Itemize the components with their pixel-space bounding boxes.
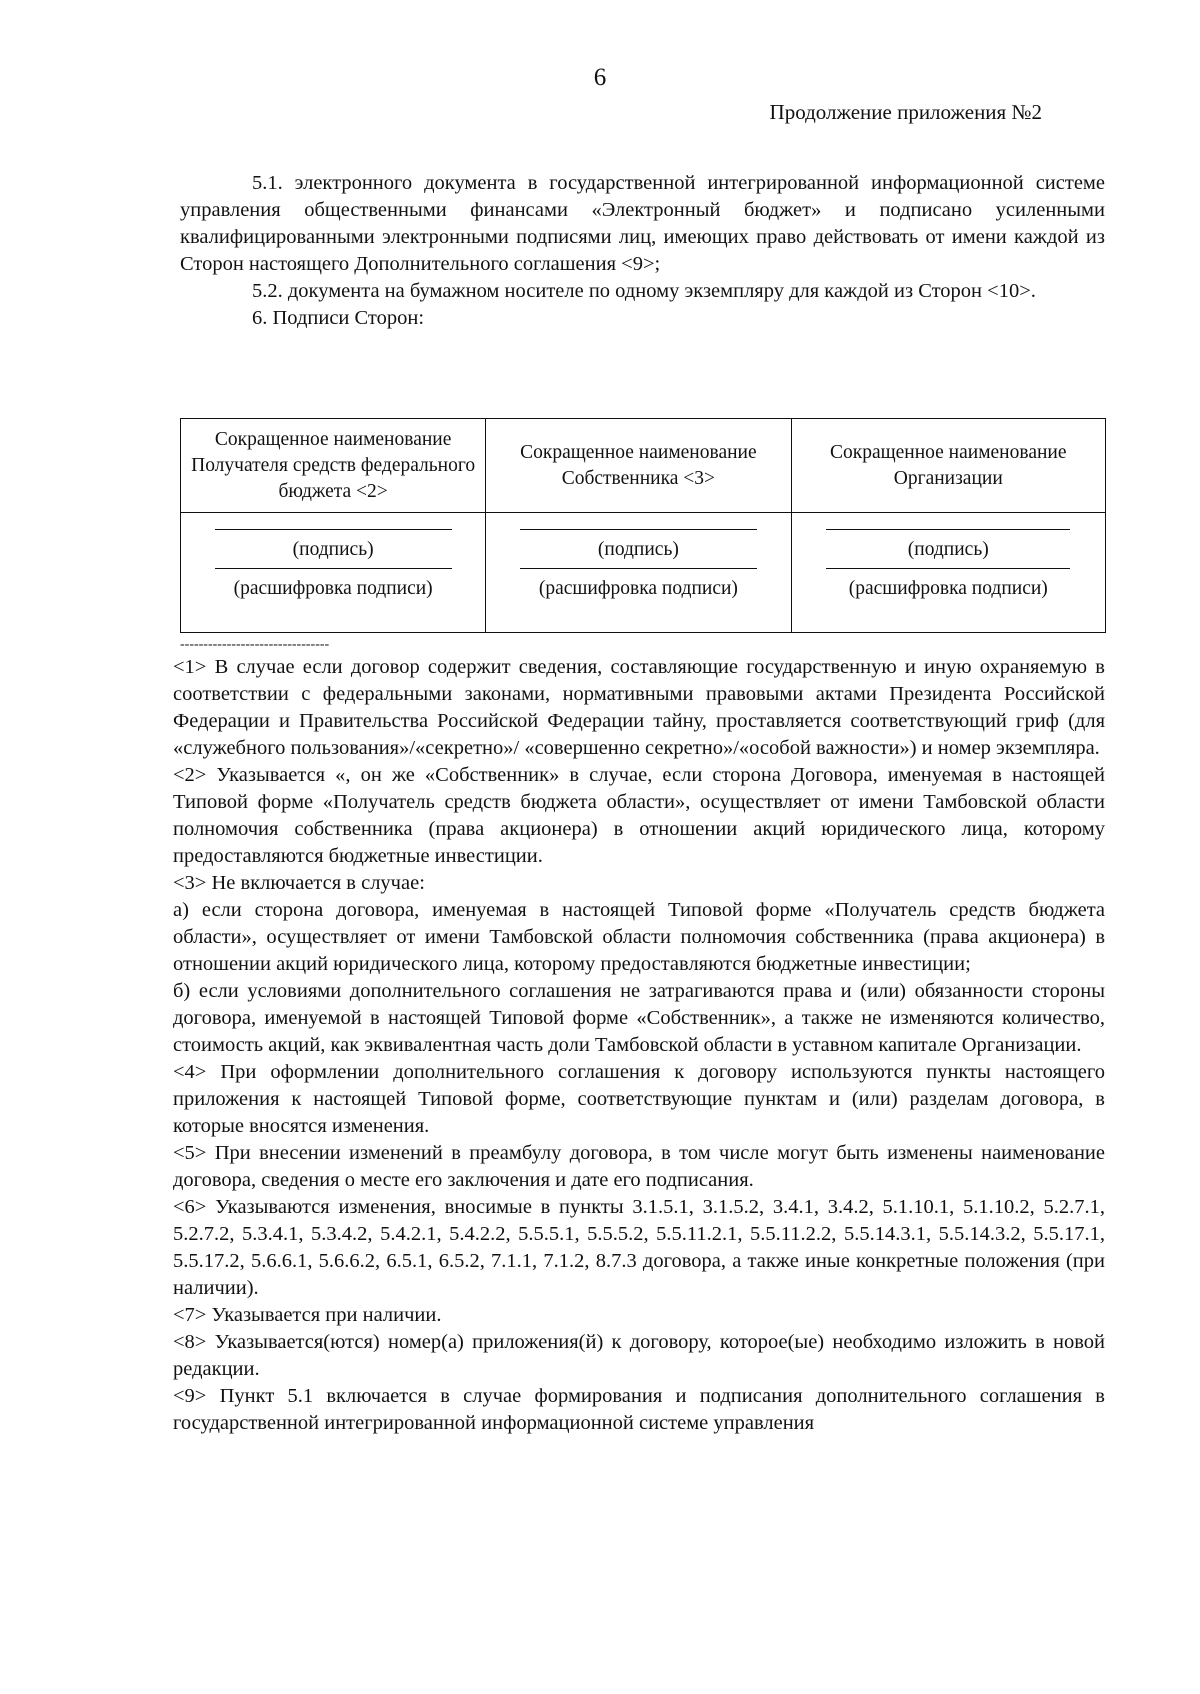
signatures-header-row xyxy=(181,419,1106,513)
signature-caption: (подпись) xyxy=(907,539,989,560)
decode-line xyxy=(826,568,1070,569)
footnote-5: <5> При внесении изменений в преамбулу договора, в том числе могут быть изменены наименование договора, сведения о месте его заключения и дате его подписания. xyxy=(173,1142,1105,1191)
clause-6: 6. Подписи Сторон: xyxy=(252,307,425,329)
footnote-6: <6> Указываются изменения, вносимые в пункты 3.1.5.1, 3.1.5.2, 3.4.1, 3.4.2, 5.1.10.1, 5.1.10.2, 5.2.7.1, 5.2.7.2, 5.3.4.1, 5.3.4.2, 5.4.2.1, 5.4.2.2, 5.5.5.1, 5.5.5.2, 5.5.11.2.1, 5.5.11.2.2, 5.5.14.3.1, 5.5.14.3.2, 5.5.17.1, 5.5.17.2, 5.6.6.1, 5.6.6.2, 6.5.1, 6.5.2, 7.1.1, 7.1.2, 8.7.3 договора, а также иные конкретные положения (при наличии). xyxy=(173,1196,1105,1299)
recipient-name-header: Сокращенное наименование Получателя средств федерального бюджета <2> xyxy=(181,419,486,513)
signature-line xyxy=(520,529,757,530)
footnote-4: <4> При оформлении дополнительного соглашения к договору используются пункты настоящего приложения к настоящей Типовой форме, соответствующие пунктам и (или) разделам договора, в которые вносятся изменения. xyxy=(173,1061,1105,1137)
footnote-7: <7> Указывается при наличии. xyxy=(173,1304,442,1326)
signatures-row xyxy=(181,513,1106,633)
organization-name-header: Сокращенное наименование Организации xyxy=(791,419,1106,513)
signature-line xyxy=(826,529,1070,530)
decode-caption: (расшифровка подписи) xyxy=(233,578,433,599)
footnote-3b: б) если условиями дополнительного соглашения не затрагиваются права и (или) обязанности стороны договора, именуемой в настоящей Типовой форме «Собственник», а также не изменяются количество, стоимость акций, как эквивалентная часть доли Тамбовской области в уставном капитале Организации. xyxy=(173,980,1105,1056)
owner-signature-cell xyxy=(486,513,791,633)
signature-line xyxy=(215,529,452,530)
footnote-8: <8> Указывается(ются) номер(а) приложения(й) к договору, которое(ые) необходимо изложить в новой редакции. xyxy=(173,1331,1105,1380)
clause-5-1: 5.1. электронного документа в государственной интегрированной информационной системе управления общественными финансами «Электронный бюджет» и подписано усиленными квалифицированными электронными подписями лиц, имеющих право действовать от имени каждой из Сторон настоящего Дополнительного соглашения <9>; xyxy=(180,172,1105,275)
footnote-9: <9> Пункт 5.1 включается в случае формирования и подписания дополнительного соглашения в государственной интегрированной информационной системе управления xyxy=(173,1385,1105,1434)
owner-name-header: Сокращенное наименование Собственника <3> xyxy=(486,419,791,513)
footnote-3: <3> Не включается в случае: xyxy=(173,872,425,894)
recipient-signature-cell xyxy=(181,513,486,633)
appendix-title: Продолжение приложения №2 xyxy=(769,100,1042,124)
footnote-1: <1> В случае если договор содержит сведения, составляющие государственную и иную охраняемую в соответствии с федеральными законами, нормативными правовыми актами Президента Российской Федерации и Правительства Российской Федерации тайну, проставляется соответствующий гриф (для «служебного пользования»/«секретно»/ «совершенно секретно»/«особой важности») и номер экземпляра. xyxy=(173,656,1105,759)
page-number: 6 xyxy=(593,64,607,91)
organization-signature-cell xyxy=(791,513,1106,633)
clause-5-2: 5.2. документа на бумажном носителе по одному экземпляру для каждой из Сторон <10>. xyxy=(252,280,1036,302)
body-text xyxy=(180,170,1105,332)
decode-caption: (расшифровка подписи) xyxy=(538,578,738,599)
decode-line xyxy=(215,568,452,569)
footnote-2: <2> Указывается «, он же «Собственник» в случае, если сторона Договора, именуемая в настоящей Типовой форме «Получатель средств бюджета области», осуществляет от имени Тамбовской области полномочия собственника (права акционера) в отношении акций юридического лица, которому предоставляются бюджетные инвестиции. xyxy=(173,764,1105,867)
footnotes xyxy=(173,654,1105,1437)
signature-caption: (подпись) xyxy=(597,539,679,560)
decode-line xyxy=(520,568,757,569)
signature-caption: (подпись) xyxy=(292,539,374,560)
decode-caption: (расшифровка подписи) xyxy=(848,578,1048,599)
footnote-separator: -------------------------------- xyxy=(180,637,330,652)
footnote-3a: а) если сторона договора, именуемая в настоящей Типовой форме «Получатель средств бюджета области», осуществляет от имени Тамбовской области полномочия собственника (права акционера) в отношении акций юридического лица, которому предоставляются бюджетные инвестиции; xyxy=(173,899,1105,975)
signatures-table xyxy=(180,418,1106,633)
